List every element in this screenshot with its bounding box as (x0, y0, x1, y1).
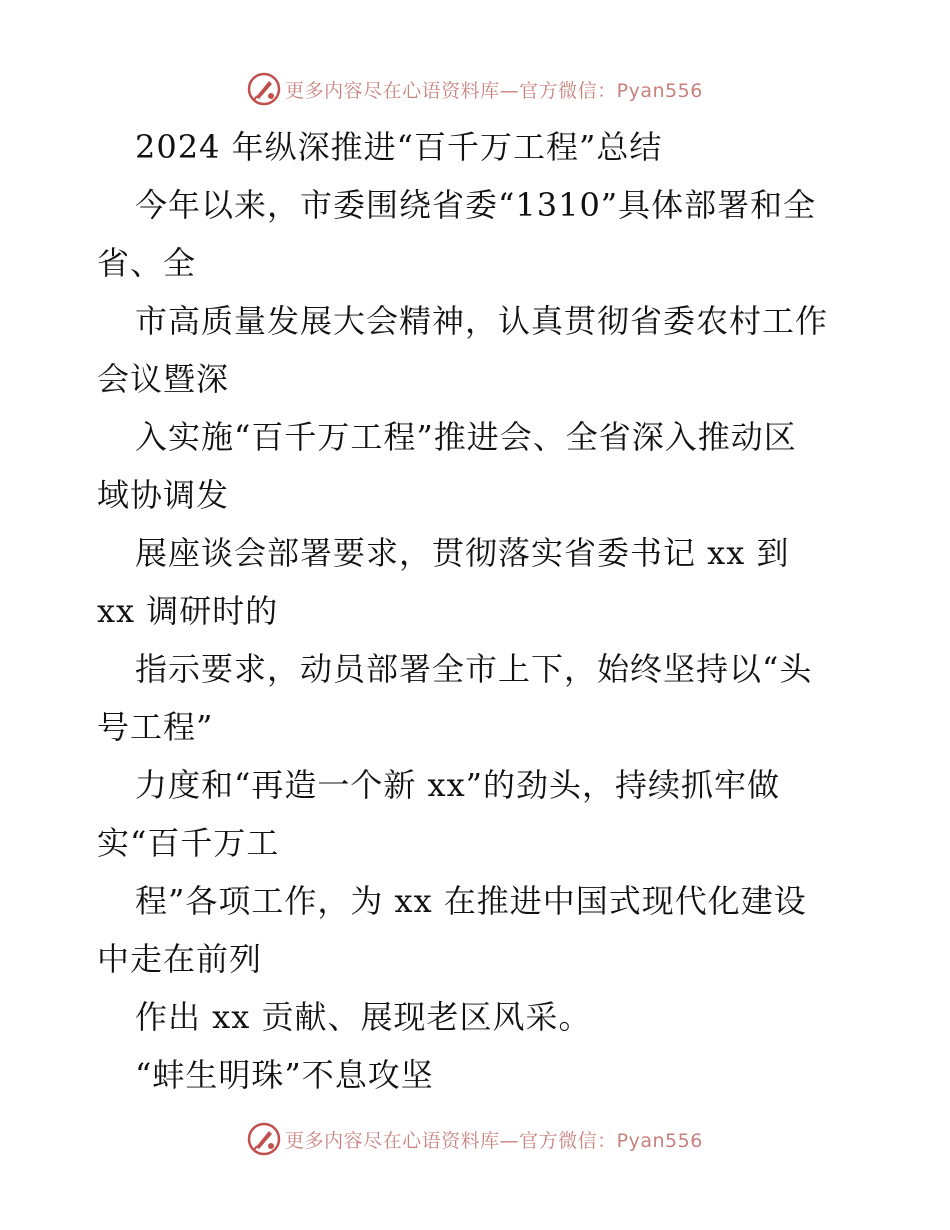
paragraph-line: 中走在前列 (97, 940, 263, 978)
section-heading: “蚌生明珠”不息攻坚 (135, 1056, 434, 1094)
quill-pen-logo-icon (247, 1122, 281, 1156)
document-title: 2024 年纵深推进“百千万工程”总结 (135, 128, 663, 166)
watermark-bottom (0, 1121, 950, 1157)
paragraph-line: 会议暨深 (97, 360, 230, 398)
paragraph-line: 程”各项工作，为 xx 在推进中国式现代化建设 (135, 882, 807, 920)
paragraph-line: 省、全 (97, 244, 197, 282)
watermark-text: 更多内容尽在心语资料库—官方微信：Pyan556 (285, 79, 703, 102)
paragraph-line: 指示要求，动员部署全市上下，始终坚持以“头 (135, 650, 813, 688)
watermark-text: 更多内容尽在心语资料库—官方微信：Pyan556 (285, 1129, 703, 1152)
paragraph-line: xx 调研时的 (97, 592, 279, 630)
quill-pen-logo-icon (247, 72, 281, 106)
document-body (97, 118, 857, 1104)
paragraph-line: 今年以来，市委围绕省委“1310”具体部署和全 (135, 186, 817, 224)
paragraph-line: 域协调发 (97, 476, 230, 514)
paragraph-line: 号工程” (97, 708, 214, 746)
paragraph-line: 力度和“再造一个新 xx”的劲头，持续抓牢做 (135, 766, 780, 804)
paragraph-line: 展座谈会部署要求，贯彻落实省委书记 xx 到 (135, 534, 790, 572)
watermark-top (0, 71, 950, 107)
paragraph-line: 市高质量发展大会精神，认真贯彻省委农村工作 (135, 302, 829, 340)
paragraph-line: 实“百千万工 (97, 824, 280, 862)
paragraph-line: 作出 xx 贡献、展现老区风采。 (135, 998, 592, 1036)
paragraph-line: 入实施“百千万工程”推进会、全省深入推动区 (135, 418, 797, 456)
